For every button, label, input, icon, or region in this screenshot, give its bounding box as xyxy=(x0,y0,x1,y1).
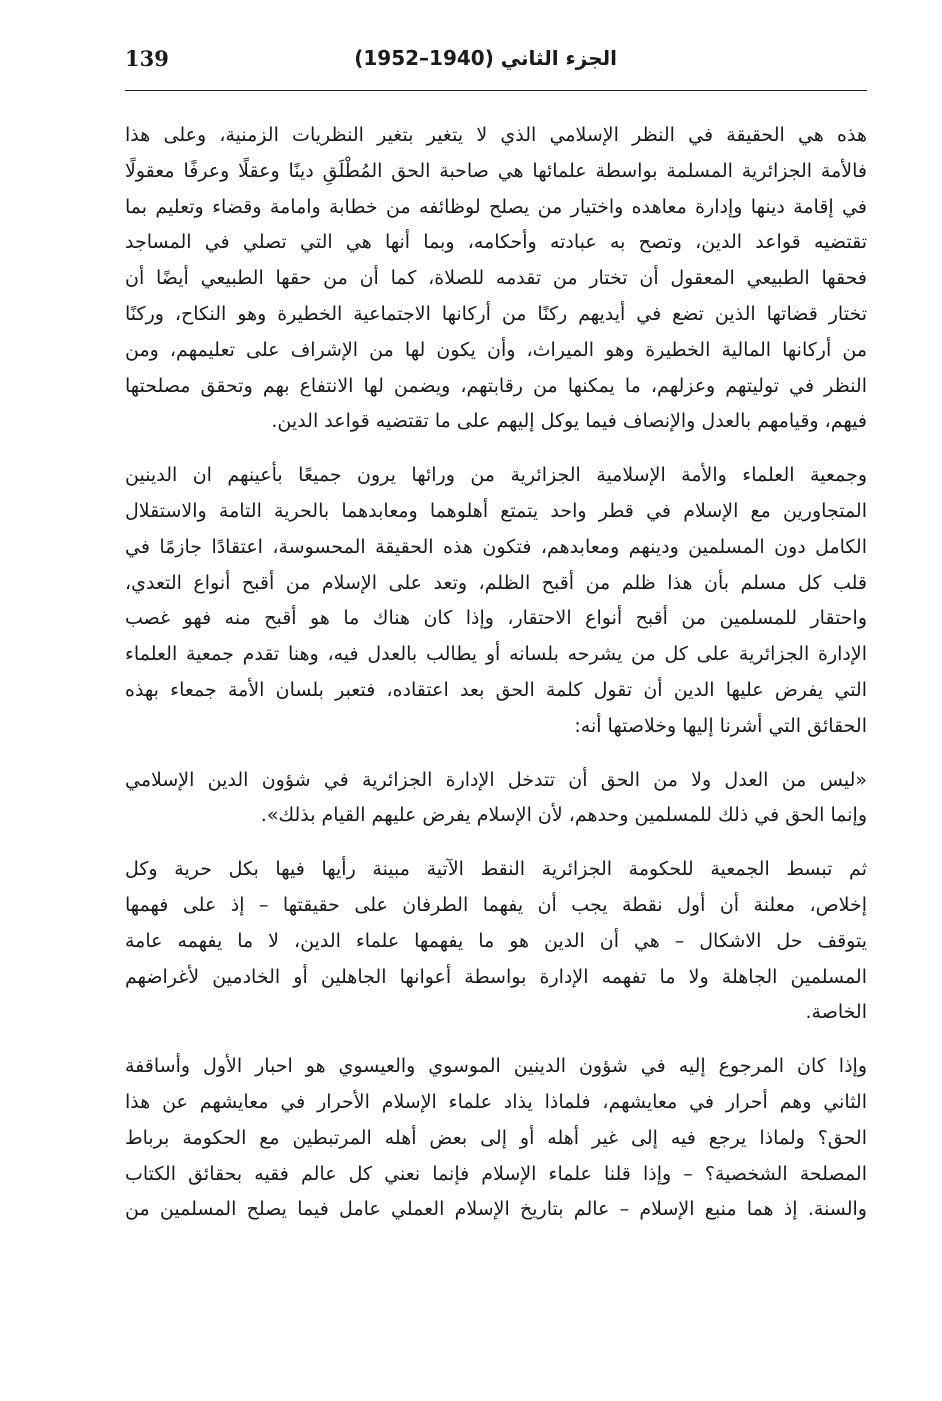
paragraph-gap xyxy=(125,745,867,763)
text-line: «ليس من العدل ولا من الحق أن تتدخل الإدارة الجزائرية في شؤون الدين الإسلامي xyxy=(125,768,867,791)
text-line: إخلاص، معلنة أن أول نقطة يجب أن يفهما الطرفان على حقيقتها – إذ على فهمها xyxy=(125,893,867,916)
text-line: المتجاورين مع الإسلام في قطر واحد يتمتع أهلوهما ومعابدهما بالحرية التامة والاستقلال xyxy=(125,499,867,522)
text-line: الحقائق التي أشرنا إليها وخلاصتها أنه: xyxy=(574,714,867,737)
text-line: وجمعية العلماء والأمة الإسلامية الجزائرية من ورائها يرون جميعًا بأعينهم ان الدينين xyxy=(125,464,867,487)
text-line: في إقامة دينها وإدارة معاهده واختيار من يصلح لوظائفه من خطابة وامامة وقضاء وتعليم بما xyxy=(125,195,867,218)
text-line: من أركانها المالية الخطيرة وهو الميراث، وأن يكون لها من الإشراف على تعليمهم، ومن xyxy=(125,338,867,361)
text-line: قلب كل مسلم بأن هذا ظلم من أقبح الظلم، وتعد على الإسلام من أقبح أنواع التعدي، xyxy=(125,571,867,594)
text-line: الإدارة الجزائرية على كل من يشرحه بلسانه أو يطالب بالعدل فيه، وهنا تقدم جمعية العلماء xyxy=(125,643,867,666)
paragraph xyxy=(125,1049,867,1228)
paragraph xyxy=(125,852,867,1031)
paragraph-gap xyxy=(125,1031,867,1049)
text-line: النظر في توليتهم وعزلهم، ما يمكنها من رقابتهم، ويضمن لها الانتفاع بهم وتحقق مصلحتها xyxy=(125,374,867,397)
text-line: الكامل دون المسلمين ودينهم ومعابدهم، فتكون هذه الحقيقة المحسوسة، اعتقادًا جازمًا في xyxy=(125,535,867,558)
running-title: الجزء الثاني (1940–1952) xyxy=(354,46,617,70)
text-line: التي يفرض عليها الدين أن تقول كلمة الحق بعد اعتقاده، فتعبر بلسان الأمة جمعاء بهذه xyxy=(125,678,867,701)
text-line: ثم تبسط الجمعية للحكومة الجزائرية النقط الآتية مبينة رأيها فيها بكل حرية وكل xyxy=(125,858,867,881)
text-line: وإذا كان المرجوع إليه في شؤون الدينين الموسوي والعيسوي هو احبار الأول وأساقفة xyxy=(125,1055,867,1078)
paragraph-gap xyxy=(125,834,867,852)
body-text xyxy=(125,118,867,1228)
text-line: واحتقار للمسلمين من أقبح أنواع الاحتقار، وإذا كان هناك ما هو أقبح منه فهو غصب xyxy=(125,607,867,630)
text-line: يتوقف حل الاشكال – هي أن الدين هو ما يفهمها علماء الدين، لا ما يفهمه عامة xyxy=(125,929,867,952)
text-line: المسلمين الجاهلة ولا ما تفهمه الإدارة بواسطة أعوانها الجاهلين أو الخادمين لأغراضهم xyxy=(125,965,867,988)
text-line: الحق؟ ولماذا يرجع فيه إلى غير أهله أو إلى بعض أهله المرتبطين مع الحكومة برباط xyxy=(125,1126,867,1149)
page-number: 139 xyxy=(125,46,169,71)
paragraph xyxy=(125,118,867,440)
text-line: الثاني وهم أحرار في معايشهم، فلماذا يذاد علماء الإسلام الأحرار في معايشهم عن هذا xyxy=(125,1090,867,1113)
quoted-statement xyxy=(125,763,867,835)
header-divider xyxy=(125,90,867,91)
page-header xyxy=(125,44,867,84)
text-line: فيهم، وقيامهم بالعدل والإنصاف فيما يوكل إليهم على ما تقتضيه قواعد الدين. xyxy=(271,410,867,433)
paragraph-gap xyxy=(125,440,867,458)
text-line: تختار قضاتها الذين تضع في أيديهم ركنًا من أركانها الاجتماعية الخطيرة وهو النكاح، وركنًا xyxy=(125,302,867,325)
text-line: فالأمة الجزائرية المسلمة بواسطة علمائها هي صاحبة الحق المُطْلَقِ دينًا وعقلًا وعرفًا معقولًا xyxy=(125,159,867,182)
paragraph xyxy=(125,458,867,744)
text-line: وإنما الحق في ذلك للمسلمين وحدهم، لأن الإسلام يفرض عليهم القيام بذلك». xyxy=(260,804,867,827)
text-line: تقتضيه قواعد الدين، وتصح به عبادته وأحكامه، وبما أنها هي التي تصلي في المساجد xyxy=(125,231,867,254)
text-line: والسنة. إذ هما منبع الإسلام – عالم بتاريخ الإسلام العملي عامل فيما يصلح المسلمين من xyxy=(125,1198,867,1221)
text-line: الخاصة. xyxy=(805,1001,867,1024)
text-line: فحقها الطبيعي المعقول أن تختار من تقدمه للصلاة، كما أن من حقها الطبيعي أيضًا أن xyxy=(125,267,867,290)
text-line: المصلحة الشخصية؟ – وإذا قلنا علماء الإسلام فإنما نعني كل عالم فقيه بحقائق الكتاب xyxy=(125,1162,867,1185)
text-line: هذه هي الحقيقة في النظر الإسلامي الذي لا يتغير بتغير النظريات الزمنية، وعلى هذا xyxy=(125,124,867,146)
